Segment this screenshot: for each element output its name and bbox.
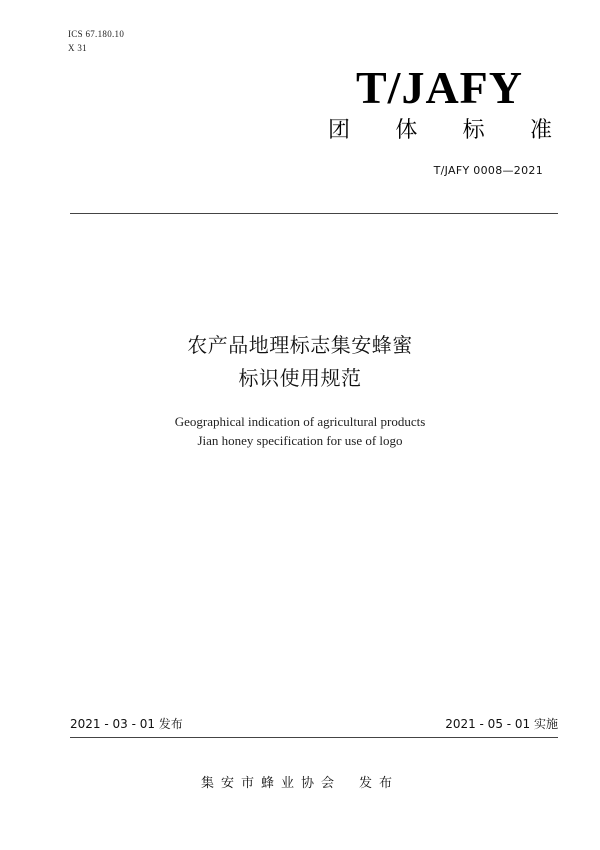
top-divider: [70, 213, 558, 214]
standard-type-char: 准: [529, 118, 552, 143]
standard-type-char: 标: [462, 118, 485, 143]
issue-date: 2021 - 03 - 01 发布: [70, 717, 183, 731]
title-english-line-2: Jian honey specification for use of logo: [197, 433, 403, 448]
bottom-divider: [70, 737, 558, 738]
standard-number: T/JAFY 0008—2021: [433, 164, 543, 177]
ccs-code: X 31: [68, 43, 87, 53]
standard-type-char: 体: [395, 118, 418, 143]
standard-type-char: 团: [328, 118, 351, 143]
implementation-date: 2021 - 05 - 01 实施: [445, 717, 558, 731]
standard-type: [328, 117, 552, 145]
title-chinese-line-1: 农产品地理标志集安蜂蜜: [187, 333, 413, 357]
issuer-line: [0, 775, 600, 793]
standard-code-logo: T/JAFY: [356, 62, 523, 113]
issuer-name: 集安市蜂业协会: [200, 776, 341, 791]
issuer-action: 发布: [359, 776, 400, 791]
title-english-line-1: Geographical indication of agricultural products: [174, 414, 426, 429]
ics-code: ICS 67.180.10: [68, 29, 125, 39]
title-chinese-line-2: 标识使用规范: [238, 366, 362, 390]
